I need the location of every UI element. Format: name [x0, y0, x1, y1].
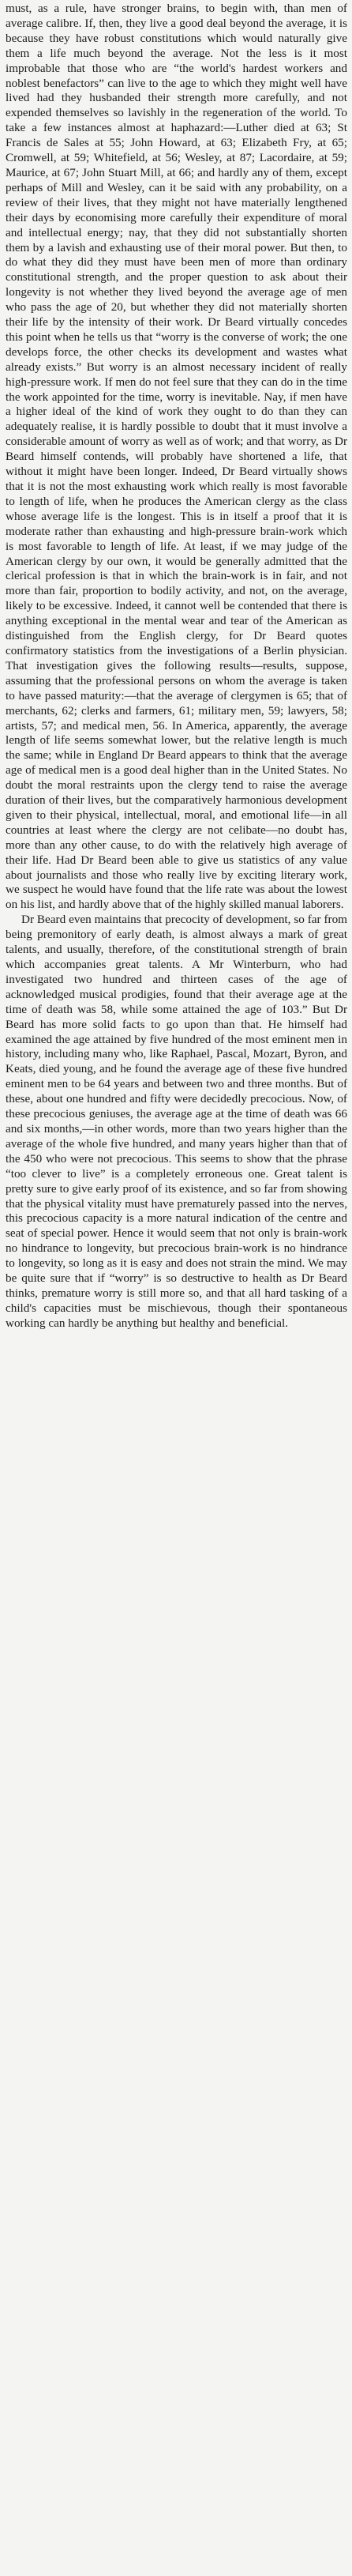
paragraph-longevity-of-workers: must, as a rule, have stronger brains, to begin with, than men of average calibre. If, then, they live a good deal beyond the average, it is because they have robust constitutions which would naturally give them a life much beyond the average. Not the less is it most improbable that those who are “the world's hardest workers and noblest benefactors” can live to the age to which they might well have lived had they husbanded their strength more carefully, and not expended themselves so lavishly in the regeneration of the world. To take a few instances almost at haphazard:—Luther died at 63; St Francis de Sales at 55; John Howard, at 63; Elizabeth Fry, at 65; Cromwell, at 59; Whitefield, at 56; Wesley, at 87; Lacordaire, at 59; Maurice, at 67; John Stuart Mill, at 66; and hardly any of them, except perhaps of Mill and Wesley, can it be said with any probability, on a review of their lives, that they might not have materially lengthened their days by economising more carefully their expenditure of moral and intellectual energy; nay, that they did not substantially shorten them by a lavish and exhausting use of their moral power. But then, to do what they did they must have been men of more than ordinary constitutional strength, and the proper question to ask about their longevity is not whether they lived beyond the average age of men who pass the age of 20, but whether they did not materially shorten their life by the intensity of their work. Dr Beard virtually concedes this point when he tells us that “worry is the converse of work; the one develops force, the other checks its development and wastes what already exists.” But worry is an almost necessary incident of really high-pressure work. If men do not feel sure that they can do in the time the work appointed for the time, worry is inevitable. Nay, if men have a higher ideal of the kind of work they ought to do than they can adequately realise, it is hardly possible to doubt that it must involve a considerable amount of worry as well as of work; and that worry, as Dr Beard himself contends, will probably have shortened a life, that without it might have been longer. Indeed, Dr Beard virtually shows that it is not the most exhausting work which really is most favorable to length of life, when he produces the American clergy as the class whose average life is the longest. This is in itself a proof that it is moderate rather than exhausting and high-pressure brain-work which is most favorable to length of life. At least, if we may judge of the American clergy by our own, it would be generally admitted that the clerical profession is that in which the brain-work is in fair, and not more than fair, proportion to bodily activity, and not, on the average, likely to be excessive. Indeed, it cannot well be contended that there is anything exceptional in the mental wear and tear of the American as distinguished from the English clergy, for Dr Beard quotes confirmatory statistics from the investigations of a Berlin physician. That investigation gives the following results—results, suppose, assuming that the professional persons on whom the average is taken to have passed maturity:—that the average of clergymen is 65; that of merchants, 62; clerks and farmers, 61; military men, 59; lawyers, 58; artists, 57; and medical men, 56. In America, apparently, the average length of life seems somewhat lower, but the relative length is much the same; while in England Dr Beard appears to think that the average age of medical men is a good deal higher than in the United States. No doubt the moral restraints upon the clergy tend to raise the average duration of their lives, but the comparatively harmonious development given to their physical, intellectual, moral, and emotional life—in all countries at least where the clergy are not celibate—no doubt has, more than any other cause, to do with the relatively high average of their life. Had Dr Beard been able to give us statistics of any value about journalists and those who really live by exciting literary work, we suspect he would have found that the life rate was about the lowest on his list, and hardly above that of the highly skilled manual laborers.	[6, 2, 347, 912]
paragraph-precocity: Dr Beard even maintains that precocity of development, so far from being premonitory of early death, is almost always a mark of great talents, and usually, therefore, of the constitutional strength of brain which accompanies great talents. A Mr Winterburn, who had investigated two hundred and thirteen cases of the age of acknowledged musical prodigies, found that their average age at the time of death was 58, while some attained the age of 103.” But Dr Beard has more solid facts to go upon than that. He himself had examined the age attained by five hundred of the most eminent men in history, including many who, like Raphael, Pascal, Mozart, Byron, and Keats, died young, and he found the average age of these five hundred eminent men to be 64 years and between two and three months. But of these, about one hundred and fifty were decidedly precocious. Now, of these precocious geniuses, the average age at the time of death was 66 and six months,—in other words, more than two years higher than the average of the whole five hundred, and many years higher than that of the 450 who were not precocious. This seems to show that the phrase “too clever to live” is a completely erroneous one. Great talent is pretty sure to give early proof of its existence, and so far from showing that the physical vitality must have prematurely passed into the nerves, this precocious capacity is a more natural indication of the centre and seat of special power. Hence it would seem that not only is brain-work no hindrance to longevity, but precocious brain-work is no hindrance to longevity, so long as it is easy and does not strain the mind. We may be quite sure that if “worry” is so destructive to health as Dr Beard thinks, premature worry is still more so, and that all hard tasking of a child's capacities must be mischievous, though their spontaneous working can hardly be anything but healthy and beneficial.	[6, 913, 347, 1330]
